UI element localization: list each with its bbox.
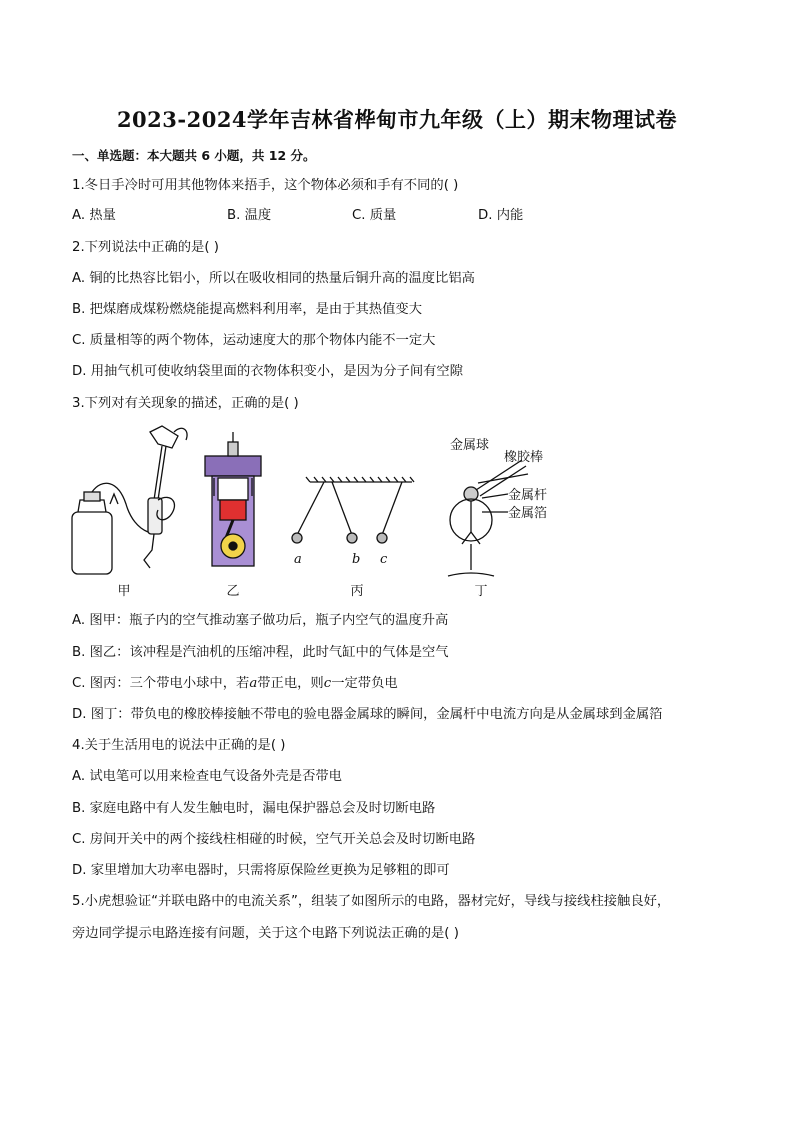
question-3-option-b[interactable]: B. 图乙：该冲程是汽油机的压缩冲程，此时气缸中的气体是空气 (72, 645, 449, 660)
question-4-stem: 4.关于生活用电的说法中正确的是( ) (72, 738, 286, 753)
caption-jia: 甲 (117, 584, 131, 599)
question-5-stem-line-1: 5.小虎想验证“并联电路中的电流关系”，组装了如图所示的电路，器材完好，导线与接线柱接触良好， (72, 894, 671, 909)
question-1-option-a[interactable]: A. 热量 (72, 208, 116, 223)
bottle-pump-illustration (72, 426, 187, 574)
ball-label-a: a (294, 552, 302, 567)
caption-ding: 丁 (474, 584, 488, 599)
question-1-option-d[interactable]: D. 内能 (478, 208, 524, 223)
label-metal-rod: 金属杆 (508, 488, 548, 503)
question-2-stem: 2.下列说法中正确的是( ) (72, 240, 219, 255)
label-rubber-rod: 橡胶棒 (504, 450, 544, 465)
question-3-figure (62, 420, 582, 600)
question-4-option-d[interactable]: D. 家里增加大功率电器时，只需将原保险丝更换为足够粗的即可 (72, 863, 450, 878)
charged-balls-illustration (292, 477, 414, 543)
question-3-option-a[interactable]: A. 图甲：瓶子内的空气推动塞子做功后，瓶子内空气的温度升高 (72, 613, 449, 628)
question-3-option-d[interactable]: D. 图丁：带负电的橡胶棒接触不带电的验电器金属球的瞬间，金属杆中电流方向是从金属球到金属箔 (72, 707, 663, 722)
caption-yi: 乙 (226, 584, 240, 599)
question-2-option-a[interactable]: A. 铜的比热容比铝小，所以在吸收相同的热量后铜升高的温度比铝高 (72, 271, 475, 286)
question-5-stem-line-2: 旁边同学提示电路连接有问题，关于这个电路下列说法正确的是( ) (72, 926, 459, 941)
question-4-option-b[interactable]: B. 家庭电路中有人发生触电时，漏电保护器总会及时切断电路 (72, 801, 436, 816)
engine-cylinder-illustration (205, 432, 261, 566)
question-1-option-c[interactable]: C. 质量 (352, 208, 397, 223)
question-4-option-c[interactable]: C. 房间开关中的两个接线柱相碰的时候，空气开关总会及时切断电路 (72, 832, 476, 847)
section-heading: 一、单选题：本大题共 6 小题，共 12 分。 (72, 148, 316, 163)
question-3-stem: 3.下列对有关现象的描述，正确的是( ) (72, 396, 299, 411)
label-metal-foil: 金属箔 (508, 506, 548, 521)
ball-label-b: b (352, 552, 361, 567)
question-1-stem: 1.冬日手冷时可用其他物体来捂手，这个物体必须和手有不同的( ) (72, 178, 459, 193)
label-metal-ball: 金属球 (450, 438, 490, 453)
question-3-option-c[interactable]: C. 图丙：三个带电小球中，若a带正电，则c一定带负电 (72, 676, 398, 691)
caption-bing: 丙 (350, 584, 364, 599)
question-2-option-d[interactable]: D. 用抽气机可使收纳袋里面的衣物体积变小，是因为分子间有空隙 (72, 364, 464, 379)
question-4-option-a[interactable]: A. 试电笔可以用来检查电气设备外壳是否带电 (72, 769, 342, 784)
question-2-option-c[interactable]: C. 质量相等的两个物体，运动速度大的那个物体内能不一定大 (72, 333, 436, 348)
page-title: 2023-2024学年吉林省桦甸市九年级（上）期末物理试卷 (116, 107, 678, 132)
question-1-option-b[interactable]: B. 温度 (227, 208, 272, 223)
question-2-option-b[interactable]: B. 把煤磨成煤粉燃烧能提高燃料利用率，是由于其热值变大 (72, 302, 422, 317)
ball-label-c: c (380, 552, 388, 567)
